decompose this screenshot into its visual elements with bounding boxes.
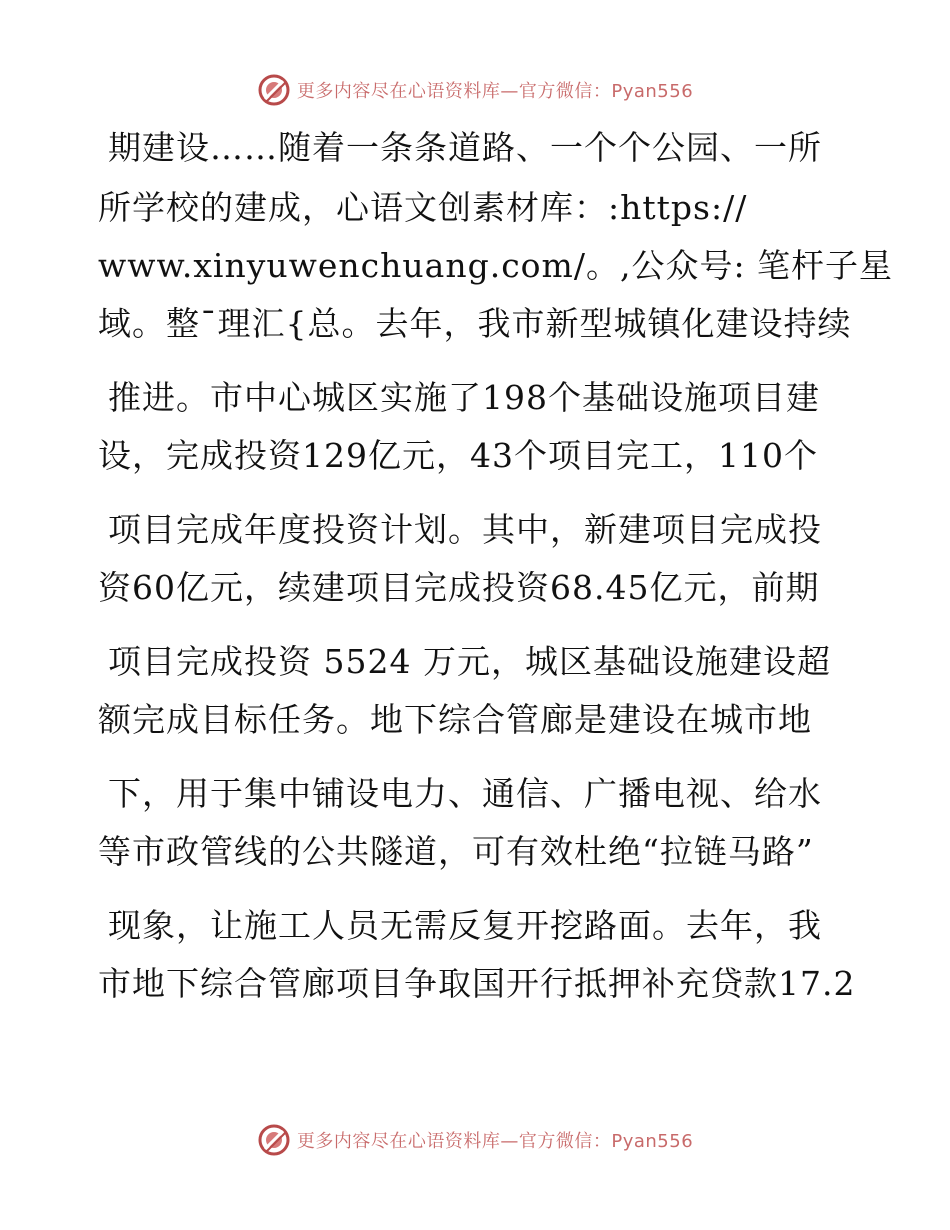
text-line: 下，用于集中铺设电力、通信、广播电视、给水 [108, 774, 822, 813]
text-line: 推进。市中心城区实施了198个基础设施项目建 [108, 378, 820, 417]
header-banner-text: 更多内容尽在心语资料库—官方微信：Pyan556 [296, 81, 694, 102]
text-line: 现象，让施工人员无需反复开挖路面。去年，我 [108, 906, 822, 945]
footer-banner [0, 1120, 950, 1160]
logo-icon [257, 73, 291, 107]
text-line: 项目完成年度投资计划。其中，新建项目完成投 [108, 510, 822, 549]
text-line: 等市政管线的公共隧道，可有效杜绝“拉链马路” [98, 832, 814, 871]
text-line: 额完成目标任务。地下综合管廊是建设在城市地 [98, 700, 812, 739]
text-line: 项目完成投资 5524 万元，城区基础设施建设超 [108, 642, 831, 681]
text-line: 所学校的建成，心语文创素材库：:https:// [98, 188, 748, 227]
text-line: 市地下综合管廊项目争取国开行抵押补充贷款17.2 [98, 964, 856, 1003]
text-line: 设，完成投资129亿元，43个项目完工，110个 [98, 436, 818, 475]
text-line: 期建设……随着一条条道路、一个个公园、一所 [108, 128, 822, 167]
text-line: 资60亿元，续建项目完成投资68.45亿元，前期 [98, 568, 820, 607]
text-line: www.xinyuwenchuang.com/。,公众号: 笔杆子星 [98, 246, 894, 285]
text-line: 域。整¯理汇{总。去年，我市新型城镇化建设持续 [98, 304, 852, 343]
logo-icon [257, 1123, 291, 1157]
header-banner [0, 70, 950, 110]
footer-banner-text: 更多内容尽在心语资料库—官方微信：Pyan556 [296, 1131, 694, 1152]
